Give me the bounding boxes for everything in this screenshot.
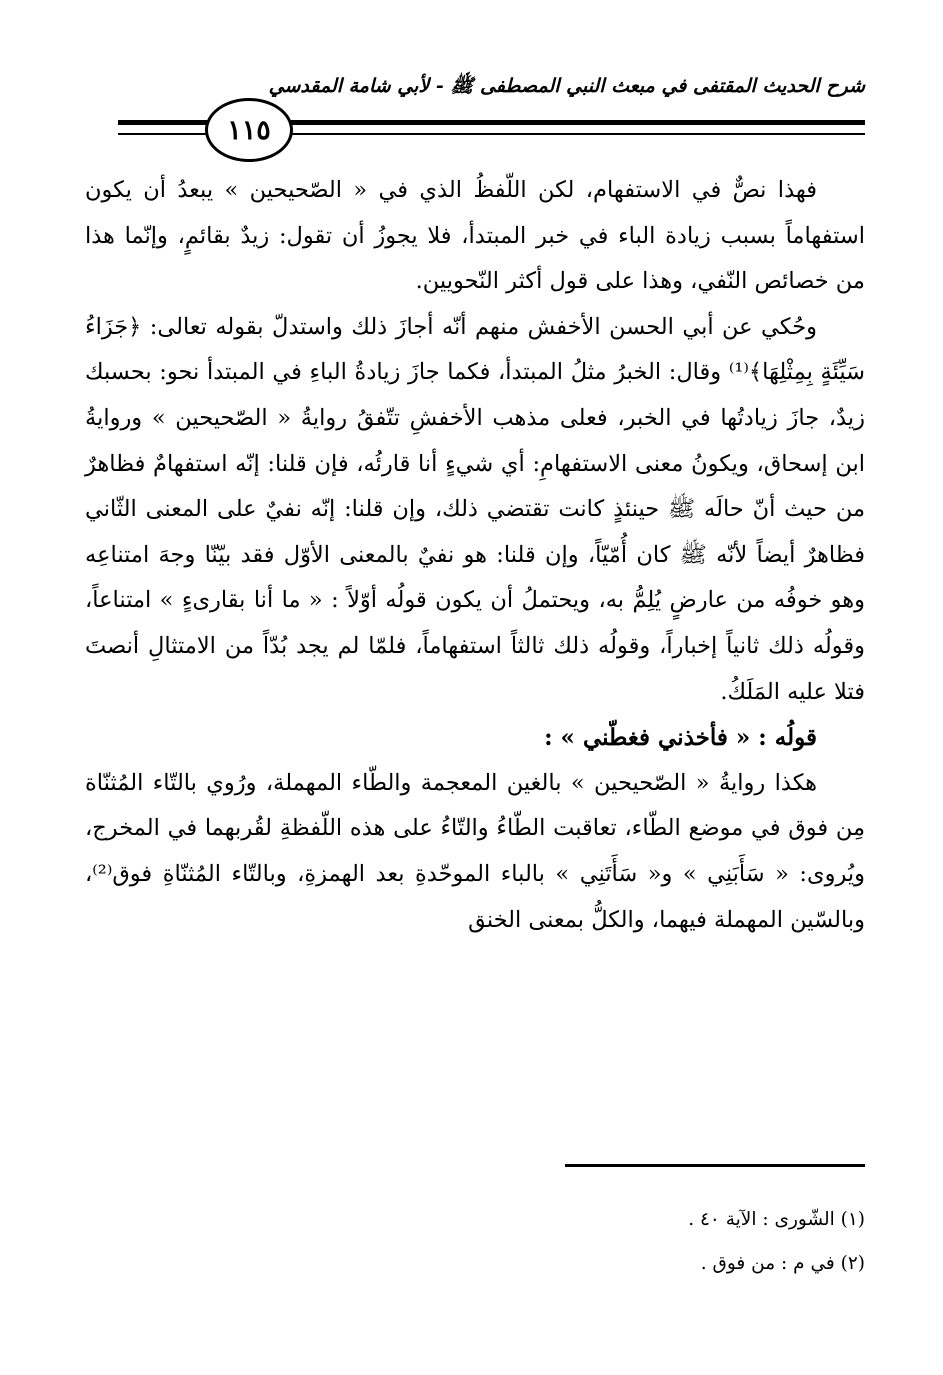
footnote-separator [565, 1164, 865, 1167]
paragraph-1: فهذا نصٌّ في الاستفهام، لكن اللّفظُ الذي في « الصّحيحين » يبعدُ أن يكون استفهاماً بسبب زيادة الباء في خبر المبتدأ، فلا يجوزُ أن تقول: زيدٌ بقائمٍ، وإنّما هذا من خصائص النّفي، وهذا على قول أكثر النّحويين. [85, 177, 865, 295]
page-number: ١١٥ [205, 98, 293, 162]
paragraph-2: وحُكي عن أبي الحسن الأخفش منهم أنّه أجازَ ذلك واستدلّ بقوله تعالى: ﴿جَزَاءُ سَيِّئَةٍ بِمِثْلِهَا﴾⁽¹⁾ وقال: الخبرُ مثلُ المبتدأ، فكما جازَ زيادةُ الباءِ في المبتدأ نحو: بحسبك زيدٌ، جازَ زيادتُها في الخبر، فعلى مذهب الأخفشِ تتّفقُ روايةُ « الصّحيحين » وروايةُ ابن إسحاق، ويكونُ معنى الاستفهامِ: أي شيءٍ أنا قارئُه، فإن قلنا: إنّه استفهامٌ فظاهرٌ من حيث أنّ حالَه ﷺ حينئذٍ كانت تقتضي ذلك، وإن قلنا: إنّه نفيٌ على المعنى الثّاني فظاهرٌ أيضاً لأنّه ﷺ كان أُمّيّاً، وإن قلنا: هو نفيٌ بالمعنى الأوّل فقد بيّنّا وجهَ امتناعِه وهو خوفُه من عارضٍ يُلِمُّ به، ويحتملُ أن يكون قولُه أوّلاً : « ما أنا بقارىءٍ » امتناعاً، وقولُه ذلك ثانياً إخباراً، وقولُه ذلك ثالثاً استفهاماً، فلمّا لم يجد بُدّاً من الامتثالِ أنصتَ فتلا عليه المَلَكُ. [85, 313, 865, 705]
running-title: شرح الحديث المقتفى في مبعث النبي المصطفى ﷺ - لأبي شامة المقدسي [268, 75, 865, 97]
footnote-2: (٢) في م : من فوق . [700, 1253, 865, 1274]
paragraph-3: هكذا روايةُ « الصّحيحين » بالغين المعجمة والطّاء المهملة، ورُوي بالتّاء المُثنّاة مِن فوق في موضع الطّاء، تعاقبت الطّاءُ والتّاءُ على هذه اللّفظةِ لقُربهما في المخرج، ويُروى: « سَأَبَنِي » و« سَأَتَنِي » بالباء الموحّدةِ بعد الهمزةِ، وبالتّاء المُثنّاةِ فوق⁽²⁾، وبالسّين المهملة فيهما، والكلُّ بمعنى الخنق [85, 769, 865, 933]
section-heading: قولُه : « فأخذني فغطّني » : [544, 724, 817, 752]
footnotes [85, 1198, 865, 1286]
main-text [85, 168, 865, 943]
footnote-1: (١) الشّورى : الآية ٤٠ . [688, 1209, 865, 1230]
